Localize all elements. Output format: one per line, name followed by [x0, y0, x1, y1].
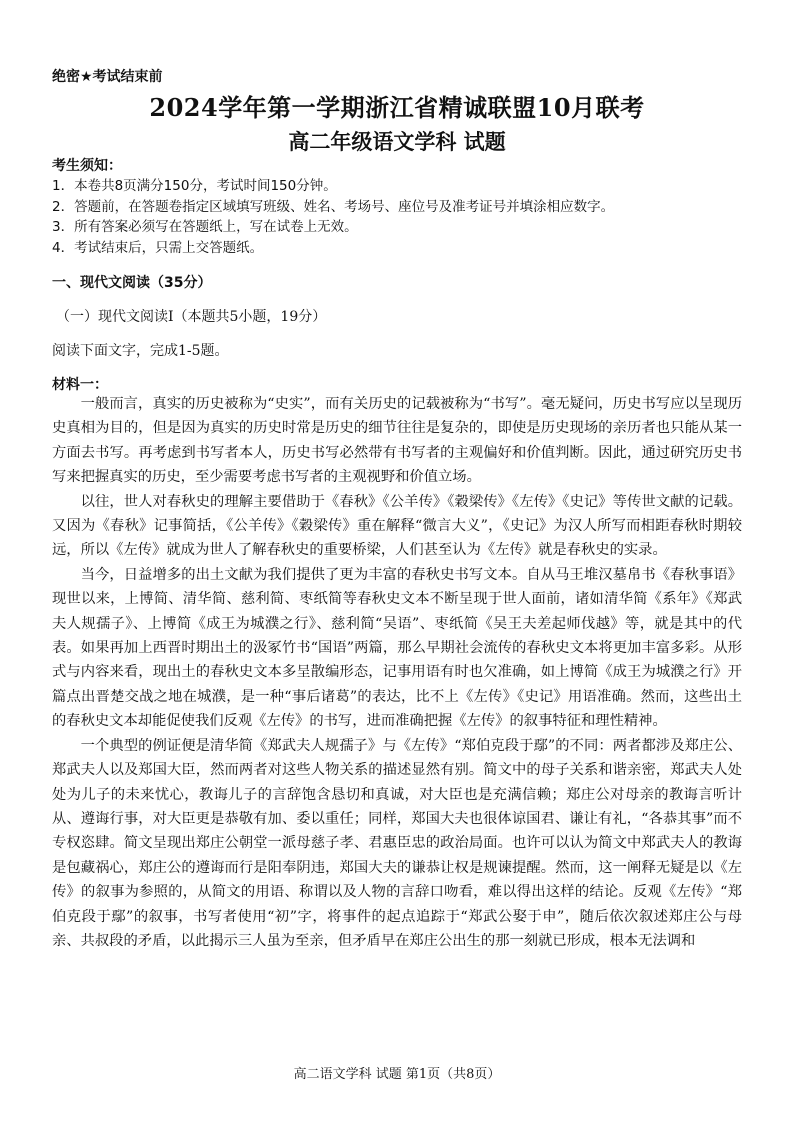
notes-item: 4．考试结束后，只需上交答题纸。	[52, 239, 264, 256]
section-heading: 一、现代文阅读（35分）	[52, 275, 212, 291]
notes-item: 2．答题前，在答题卷指定区域填写班级、姓名、考场号、座位号及准考证号并填涂相应数字。	[52, 198, 615, 215]
paragraph: 一般而言，真实的历史被称为“史实”，而有关历史的记载被称为“书写”。毫无疑问，历史书写应以呈现历史真相为目的，但是因为真实的历史时常是历史的细节往往是复杂的，即使是历史现场的亲历者也只能从某一方面去书写。再考虑到书写者本人，历史书写必然带有书写者的主观偏好和价值判断。因此，通过研究历史书写来把握真实的历史，至少需要考虑书写者的主观视野和价值立场。	[52, 396, 742, 486]
reading-instruction: 阅读下面文字，完成1-5题。	[52, 343, 229, 359]
exam-title: 2024学年第一学期浙江省精诚联盟10月联考	[149, 93, 645, 122]
paragraph: 当今，日益增多的出土文献为我们提供了更为丰富的春秋史书写文本。自从马王堆汉墓帛书《春秋事语》现世以来，上博简、清华简、慈利简、枣纸简等春秋史文本不断呈现于世人面前，诸如清华简《系年》《郑武夫人规孺子》、上博简《成王为城濮之行》、慈利简“吴语”、枣纸简《吴王夫差起师伐越》等，就是其中的代表。如果再加上西晋时期出土的汲冢竹书“国语”两篇，那么早期社会流传的春秋史文本将更加丰富多彩。从形式与内容来看，现出土的春秋史文本多呈散编形态，记事用语有时也欠准确，如上博简《成王为城濮之行》开篇点出晋楚交战之地在城濮，是一种“事后诸葛”的表达，比不上《左传》《史记》用语准确。然而，这些出土的春秋史文本却能促使我们反观《左传》的书写，进而准确把握《左传》的叙事特征和理性精神。	[52, 566, 742, 730]
notes-item: 1．本卷共8页满分150分，考试时间150分钟。	[52, 178, 337, 194]
page-footer: 高二语文学科 试题 第1页（共8页）	[293, 1067, 501, 1082]
material-label: 材料一：	[52, 377, 108, 393]
notes-item: 3．所有答案必须写在答题纸上，写在试卷上无效。	[52, 219, 358, 235]
notes-heading: 考生须知：	[52, 158, 122, 174]
paragraph: 一个典型的例证便是清华简《郑武夫人规孺子》与《左传》“郑伯克段于鄢”的不同：两者都涉及郑庄公、郑武夫人以及郑国大臣，然而两者对这些人物关系的描述显然有别。简文中的母子关系和谐亲密，郑武夫人处处为儿子的未来忧心，教诲儿子的言辞饱含恳切和真诚，对大臣也是充满信赖；郑庄公对母亲的教诲言听计从、遵诲行事，对大臣更是恭敬有加、委以重任；同样，郑国大夫也很体谅国君、谦让有礼，“各恭其事”而不专权恣肆。简文呈现出郑庄公朝堂一派母慈子孝、君惠臣忠的政治局面。也许可以认为简文中郑武夫人的教诲是包藏祸心，郑庄公的遵诲而行是阳奉阴违，郑国大夫的谦恭让权是规谏提醒。然而，这一阐释无疑是以《左传》的叙事为参照的，从简文的用语、称谓以及人物的言辞口吻看，难以得出这样的结论。反观《左传》“郑伯克段于鄢”的叙事，书写者使用“初”字，将事件的起点追踪于“郑武公娶于申”，随后依次叙述郑庄公与母亲、共叔段的矛盾，以此揭示三人虽为至亲，但矛盾早在郑庄公出生的那一刻就已形成，根本无法调和	[52, 737, 742, 949]
material-body	[52, 392, 742, 953]
paragraph: 以往，世人对春秋史的理解主要借助于《春秋》《公羊传》《穀梁传》《左传》《史记》等传世文献的记载。又因为《春秋》记事简括，《公羊传》《穀梁传》重在解释“微言大义”，《史记》为汉人所写而相距春秋时期较远，所以《左传》就成为世人了解春秋史的重要桥梁，人们甚至认为《左传》就是春秋史的实录。	[52, 493, 742, 559]
notes-list	[52, 176, 752, 258]
section-subheading: （一）现代文阅读Ⅰ（本题共5小题，19分）	[56, 309, 327, 325]
secret-label: 绝密★考试结束前	[52, 69, 163, 85]
exam-subtitle: 高二年级语文学科 试题	[288, 129, 506, 154]
